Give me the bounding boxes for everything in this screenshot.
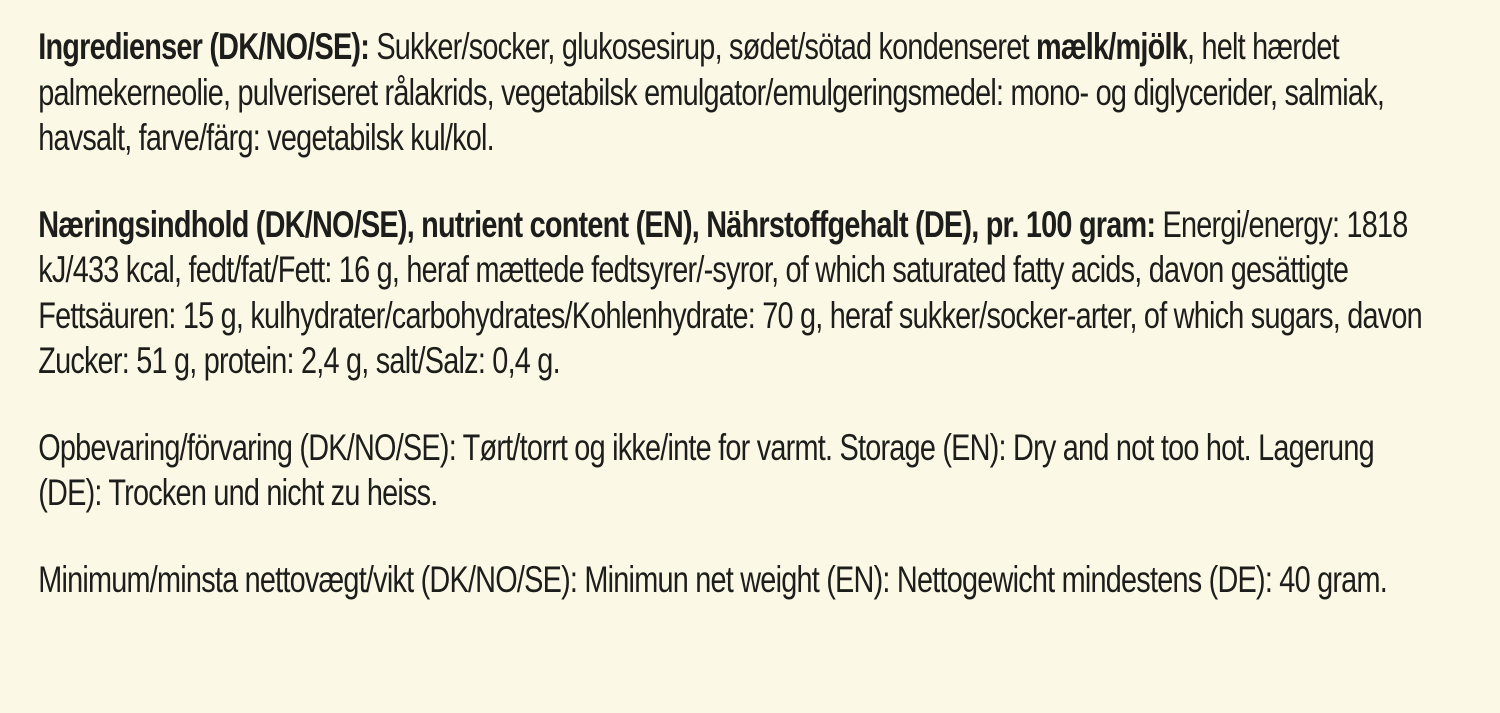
text-segment: Opbevaring/förvaring (DK/NO/SE): Tørt/torrt og ikke/inte for varmt. Storage (EN): Dry and not too hot. Lagerung (DE): Trocken und nicht zu heiss. xyxy=(38,426,1374,513)
text-segment: Minimum/minsta nettovægt/vikt (DK/NO/SE): Minimun net weight (EN): Nettogewicht mindestens (DE): 40 gram. xyxy=(38,558,1387,600)
paragraph-storage xyxy=(38,425,1426,516)
text-segment-bold: Ingredienser (DK/NO/SE): xyxy=(38,26,377,67)
paragraph-nutrition xyxy=(38,202,1426,384)
paragraph-ingredients xyxy=(38,24,1426,161)
text-segment: , helt hærdet palmekerneolie, pulveriseret rålakrids, vegetabilsk emulgator/emulgeringsmedel: mono- og diglycerider, salmiak, havsalt, farve/färg: vegetabilsk kul/kol. xyxy=(38,26,1385,158)
label-paragraphs xyxy=(38,24,1426,602)
text-segment-bold: mælk/mjölk xyxy=(1035,26,1187,67)
text-segment: Sukker/socker, glukosesirup, sødet/sötad kondenseret xyxy=(376,26,1036,67)
text-segment-bold: Næringsindhold (DK/NO/SE), nutrient content (EN), Nährstoffgehalt (DE), pr. 100 gram: xyxy=(38,203,1163,245)
text-segment: Energi/energy: 1818 kJ/433 kcal, fedt/fat/Fett: 16 g, heraf mættede fedtsyrer/-syror, of which saturated fatty acids, davon gesättigte Fettsäuren: 15 g, kulhydrater/carbohydrates/Kohlenhydrate: 70 g, heraf sukker/socker-arter, of which sugars, davon Zucker: 51 g, protein: 2,4 g, salt/Salz: 0,4 g. xyxy=(38,203,1422,381)
paragraph-net-weight xyxy=(38,557,1426,603)
